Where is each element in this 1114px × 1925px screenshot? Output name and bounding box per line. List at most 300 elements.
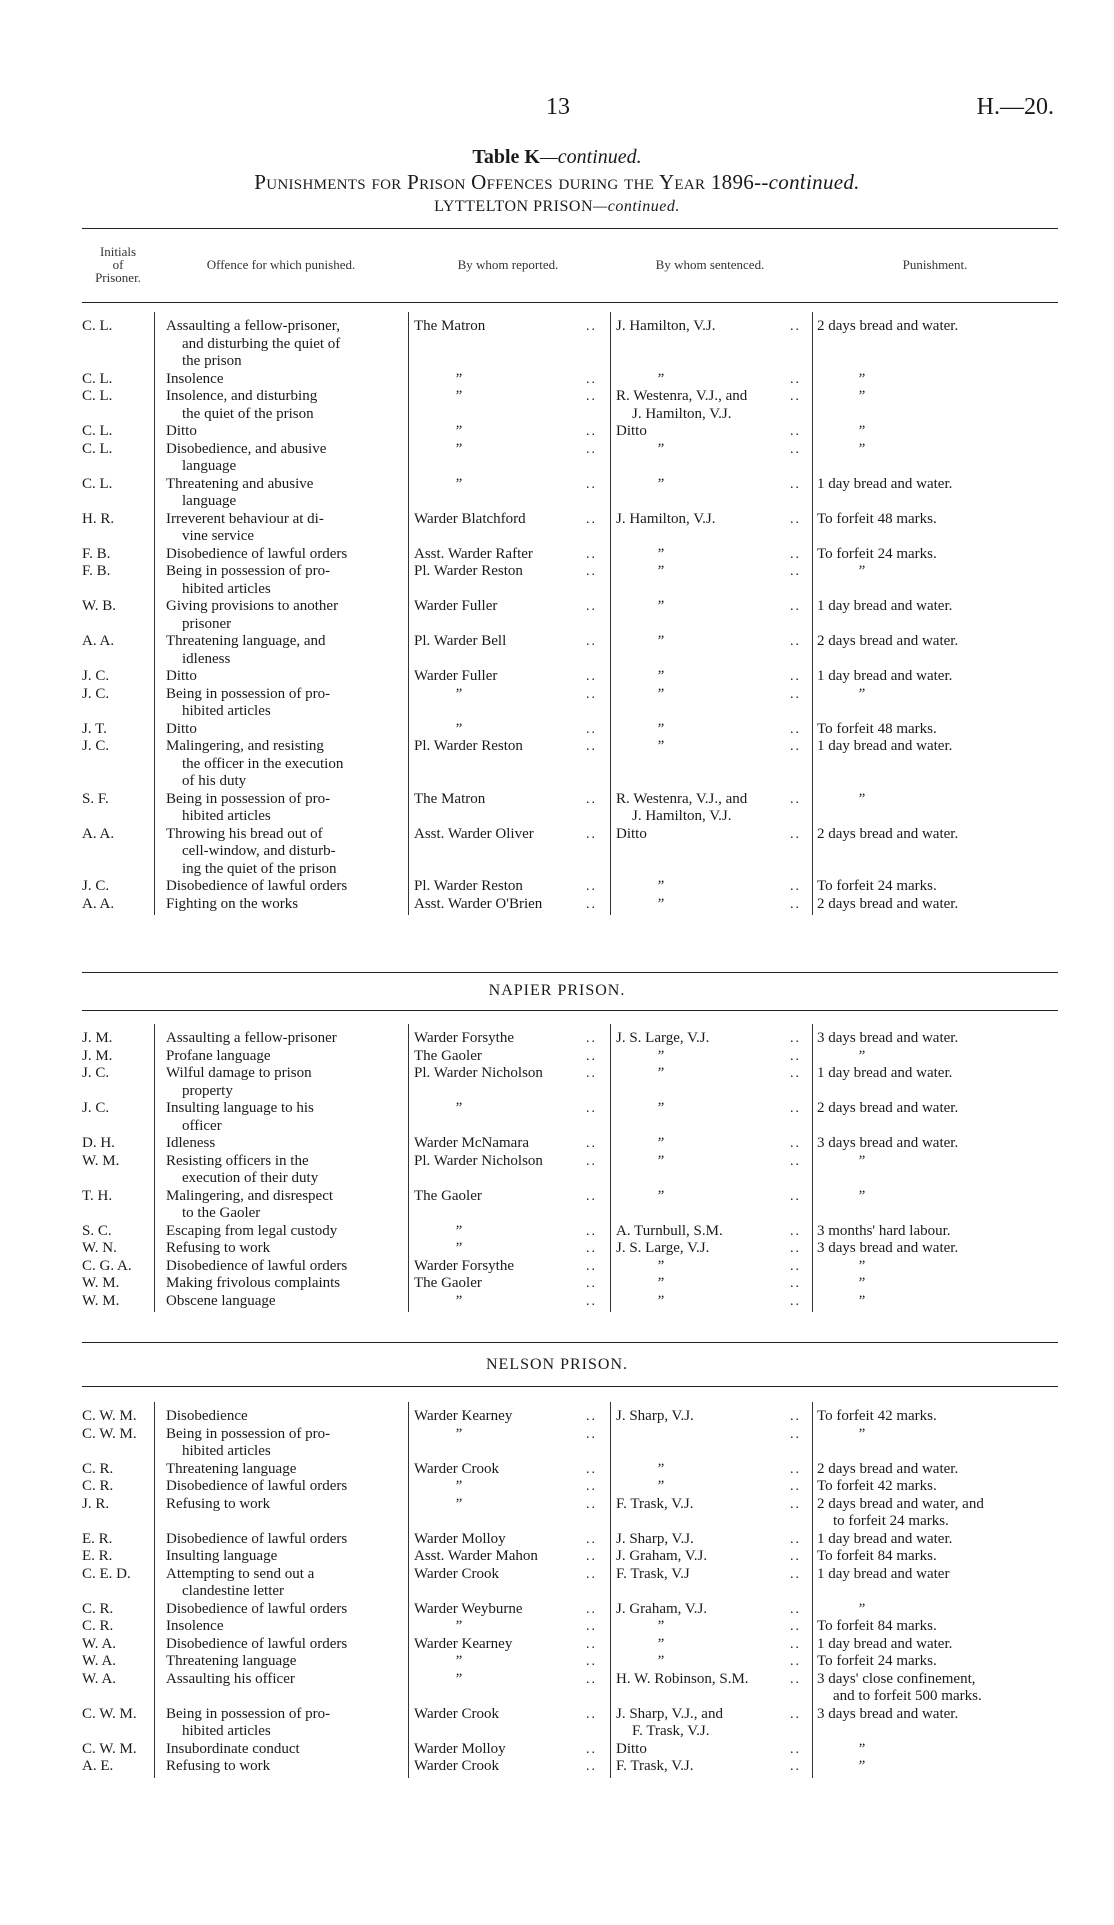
reported-by: Warder Kearney xyxy=(414,1408,513,1424)
punishment-line: ” xyxy=(857,1758,866,1774)
sentenced-by-cell xyxy=(616,441,806,459)
leader-dots: .. xyxy=(586,599,597,614)
punishment-line: 3 days bread and water. xyxy=(817,1030,959,1046)
punishment-cell xyxy=(817,1636,1067,1654)
table-continued: —continued. xyxy=(539,146,642,168)
leader-dots: .. xyxy=(790,1188,801,1204)
leader-dots: .. xyxy=(790,1293,801,1309)
punishment-cell xyxy=(817,1758,1067,1776)
column-divider xyxy=(408,1402,409,1778)
offence-line: of his duty xyxy=(182,773,247,789)
reported-by: ” xyxy=(454,1653,463,1669)
sentenced-by-cell xyxy=(616,1135,806,1153)
leader-dots: .. xyxy=(790,1706,801,1722)
offence-cell xyxy=(166,1065,406,1100)
reported-by: The Gaoler xyxy=(414,1047,482,1064)
leader-dots: .. xyxy=(586,1066,597,1081)
leader-dots: .. xyxy=(586,1258,597,1274)
offence-line: officer xyxy=(182,1117,222,1134)
punishment-cell xyxy=(817,1548,1067,1566)
leader-dots: .. xyxy=(790,896,801,912)
punishment-line: 1 day bread and water xyxy=(817,1565,950,1582)
punishment-line: 2 days bread and water, and xyxy=(817,1495,984,1512)
sentenced-by-line: J. Hamilton, V.J. xyxy=(632,405,732,422)
reported-by: ” xyxy=(454,1425,463,1442)
offence-line: Obscene language xyxy=(166,1292,276,1309)
prisoner-initials: J. C. xyxy=(82,685,110,702)
punishment-cell xyxy=(817,441,1067,459)
sentenced-by-line: ” xyxy=(656,1100,665,1116)
leader-dots: .. xyxy=(586,1048,597,1064)
offence-line: Refusing to work xyxy=(166,1240,271,1256)
offence-cell xyxy=(166,1741,406,1759)
leader-dots: .. xyxy=(586,1496,597,1512)
leader-dots: .. xyxy=(790,1531,801,1547)
leader-dots: .. xyxy=(586,1426,597,1442)
prisoner-initials: C. W. M. xyxy=(82,1408,137,1424)
column-divider xyxy=(610,1024,611,1312)
punishment-line: 2 days bread and water. xyxy=(817,318,959,334)
offence-line: cell-window, and disturb- xyxy=(182,843,336,859)
reported-by: Warder Forsythe xyxy=(414,1257,515,1274)
leader-dots: .. xyxy=(586,1153,597,1169)
sentenced-by-line: ” xyxy=(656,1618,665,1634)
reported-by: Warder Crook xyxy=(414,1705,500,1722)
reported-by: ” xyxy=(454,1100,463,1116)
sentenced-by-cell xyxy=(616,1100,806,1118)
leader-dots: .. xyxy=(790,1479,801,1494)
punishment-line: ” xyxy=(857,440,866,457)
prisoner-initials: W. A. xyxy=(82,1670,117,1687)
sentenced-by-cell xyxy=(616,1671,806,1689)
prison-heading xyxy=(0,198,1114,216)
column-header-punishment: Punishment. xyxy=(902,256,968,272)
punishment-line: 1 day bread and water. xyxy=(817,598,953,614)
offence-line: Disobedience of lawful orders xyxy=(166,878,348,894)
offence-cell xyxy=(166,1408,406,1426)
leader-dots: .. xyxy=(790,1241,801,1256)
reported-by: Pl. Warder Bell xyxy=(414,633,507,649)
sentenced-by-cell xyxy=(616,668,806,686)
punishment-line: To forfeit 84 marks. xyxy=(817,1618,937,1634)
offence-line: Disobedience of lawful orders xyxy=(166,1257,348,1274)
punishment-cell xyxy=(817,1566,1067,1584)
sentenced-by-cell xyxy=(616,511,806,529)
punishment-cell xyxy=(817,388,1067,406)
sentenced-by-line: ” xyxy=(656,633,665,649)
offence-line: language xyxy=(182,458,237,474)
offence-line: Ditto xyxy=(166,668,197,684)
leader-dots: .. xyxy=(586,1031,597,1046)
leader-dots: .. xyxy=(586,721,597,737)
offence-line: Insolence xyxy=(166,370,224,387)
offence-line: Disobedience xyxy=(166,1408,248,1424)
sentenced-by-cell xyxy=(616,476,806,494)
prisoner-initials: A. A. xyxy=(82,825,115,842)
sentenced-by-line: ” xyxy=(656,1065,665,1081)
reported-by: Warder Blatchford xyxy=(414,510,526,527)
prisoner-initials: E. R. xyxy=(82,1548,113,1564)
offence-cell xyxy=(166,546,406,564)
sentenced-by-line: R. Westenra, V.J., and xyxy=(616,790,748,807)
offence-line: Malingering, and resisting xyxy=(166,738,324,754)
leader-dots: .. xyxy=(790,1409,801,1424)
offence-cell xyxy=(166,371,406,389)
punishment-line: 1 day bread and water. xyxy=(817,475,953,492)
offence-cell xyxy=(166,598,406,633)
initials-header-line2: of xyxy=(112,256,124,272)
sentenced-by-cell xyxy=(616,388,806,423)
offence-line: clandestine letter xyxy=(182,1583,285,1599)
reported-by: Warder Molloy xyxy=(414,1530,506,1547)
punishment-cell xyxy=(817,633,1067,651)
offence-cell xyxy=(166,1671,406,1689)
sentenced-by-line: ” xyxy=(656,738,665,754)
sentenced-by-cell xyxy=(616,1706,806,1741)
punishment-cell xyxy=(817,721,1067,739)
leader-dots: .. xyxy=(790,319,801,334)
offence-line: Assaulting a fellow-prisoner xyxy=(166,1030,337,1046)
leader-dots: .. xyxy=(586,564,597,579)
sentenced-by-line: ” xyxy=(656,370,665,387)
offence-line: Escaping from legal custody xyxy=(166,1222,338,1239)
leader-dots: .. xyxy=(790,599,801,614)
reported-by: ” xyxy=(454,423,463,439)
leader-dots: .. xyxy=(586,511,597,527)
prisoner-initials: W. N. xyxy=(82,1240,117,1256)
header-bottom-rule xyxy=(82,302,1058,303)
reported-by: ” xyxy=(454,1222,463,1239)
sentenced-by-cell xyxy=(616,563,806,581)
punishment-cell xyxy=(817,686,1067,704)
prisoner-initials: C. R. xyxy=(82,1600,114,1617)
prisoner-initials: C. L. xyxy=(82,388,113,404)
leader-dots: .. xyxy=(586,1636,597,1652)
leader-dots: .. xyxy=(790,441,801,457)
leader-dots: .. xyxy=(586,826,597,842)
reported-by: Asst. Warder Mahon xyxy=(414,1548,538,1564)
punishment-cell xyxy=(817,511,1067,529)
offence-cell xyxy=(166,476,406,511)
sentenced-by-cell xyxy=(616,318,806,336)
reported-by: Pl. Warder Nicholson xyxy=(414,1152,543,1169)
sentenced-by-line: J. Hamilton, V.J. xyxy=(632,808,732,824)
punishment-cell xyxy=(817,1478,1067,1496)
leader-dots: .. xyxy=(586,476,597,492)
punishment-line: ” xyxy=(857,1740,866,1757)
offence-cell xyxy=(166,1566,406,1601)
offence-cell xyxy=(166,1531,406,1549)
sentenced-by-cell xyxy=(616,1636,806,1654)
sentenced-by-line: J. Graham, V.J. xyxy=(616,1600,708,1617)
leader-dots: .. xyxy=(586,669,597,684)
leader-dots: .. xyxy=(586,389,597,404)
reported-by: Warder Forsythe xyxy=(414,1030,515,1046)
reported-by: Warder Crook xyxy=(414,1758,500,1774)
offence-cell xyxy=(166,1758,406,1776)
leader-dots: .. xyxy=(586,441,597,457)
prisoner-initials: A. A. xyxy=(82,895,115,912)
prisoner-initials: H. R. xyxy=(82,510,115,527)
column-divider xyxy=(154,1402,155,1778)
reported-by: Warder Crook xyxy=(414,1460,500,1477)
column-divider xyxy=(610,312,611,915)
leader-dots: .. xyxy=(790,1101,801,1116)
sentenced-by-cell xyxy=(616,423,806,441)
sentenced-by-cell xyxy=(616,1293,806,1311)
prisoner-initials: J. C. xyxy=(82,878,110,894)
sentenced-by-line: Ditto xyxy=(616,423,647,439)
initials-header-line1: Initials xyxy=(99,243,137,259)
sentenced-by-line: F. Trask, V.J xyxy=(616,1565,690,1582)
leader-dots: .. xyxy=(586,686,597,702)
offence-line: Refusing to work xyxy=(166,1758,271,1774)
column-divider xyxy=(408,312,409,915)
sentenced-by-cell xyxy=(616,738,806,756)
punishment-cell xyxy=(817,896,1067,914)
sentenced-by-cell xyxy=(616,1758,806,1776)
punishment-line: 3 days bread and water. xyxy=(817,1240,959,1256)
leader-dots: .. xyxy=(586,879,597,894)
offence-cell xyxy=(166,441,406,476)
sentenced-by-line: J. Hamilton, V.J. xyxy=(616,510,716,527)
sentenced-by-cell xyxy=(616,791,806,826)
offence-cell xyxy=(166,1618,406,1636)
leader-dots: .. xyxy=(586,1654,597,1669)
prisoner-initials: F. B. xyxy=(82,563,111,579)
offence-cell xyxy=(166,511,406,546)
column-divider xyxy=(154,1024,155,1312)
section-top-rule xyxy=(82,1342,1058,1343)
leader-dots: .. xyxy=(790,1654,801,1669)
reported-by: ” xyxy=(454,440,463,457)
prisoner-initials: C. R. xyxy=(82,1460,114,1477)
punishment-cell xyxy=(817,1188,1067,1206)
offence-cell xyxy=(166,423,406,441)
punishment-line: ” xyxy=(857,790,866,807)
prisoner-initials: A. E. xyxy=(82,1758,114,1774)
leader-dots: .. xyxy=(790,1426,801,1442)
offence-line: Assaulting a fellow-prisoner, xyxy=(166,318,340,334)
reported-by: Asst. Warder Rafter xyxy=(414,545,533,562)
prisoner-initials: D. H. xyxy=(82,1135,115,1151)
leader-dots: .. xyxy=(790,826,801,842)
sentenced-by-line: ” xyxy=(656,1478,665,1494)
prisoner-initials: C. W. M. xyxy=(82,1740,137,1757)
table-title xyxy=(0,146,1114,169)
sentenced-by-line: H. W. Robinson, S.M. xyxy=(616,1670,749,1687)
offence-cell xyxy=(166,633,406,668)
reported-by: Warder Kearney xyxy=(414,1635,513,1652)
punishment-line: ” xyxy=(857,1292,866,1309)
leader-dots: .. xyxy=(790,721,801,737)
leader-dots: .. xyxy=(790,1258,801,1274)
punishment-cell xyxy=(817,1601,1067,1619)
sentenced-by-cell xyxy=(616,1188,806,1206)
reported-by: ” xyxy=(454,1478,463,1494)
prisoner-initials: J. C. xyxy=(82,1065,110,1081)
column-header-reported: By whom reported. xyxy=(457,256,559,272)
sentenced-by-cell xyxy=(616,1153,806,1171)
section-heading: NAPIER PRISON. xyxy=(488,982,626,999)
leader-dots: .. xyxy=(586,634,597,649)
prisoner-initials: C. L. xyxy=(82,423,113,439)
sentenced-by-cell xyxy=(616,1548,806,1566)
sentenced-by-line: ” xyxy=(656,475,665,492)
punishment-cell xyxy=(817,1275,1067,1293)
reported-by: Warder Fuller xyxy=(414,598,498,614)
prisoner-initials: J. C. xyxy=(82,668,110,684)
sentenced-by-cell xyxy=(616,1566,806,1584)
column-divider xyxy=(812,312,813,915)
punishment-cell xyxy=(817,546,1067,564)
leader-dots: .. xyxy=(790,564,801,579)
leader-dots: .. xyxy=(790,1566,801,1582)
leader-dots: .. xyxy=(586,1619,597,1634)
offence-cell xyxy=(166,791,406,826)
reported-by: The Matron xyxy=(414,318,486,334)
sentenced-by-cell xyxy=(616,1461,806,1479)
sentenced-by-line: J. Sharp, V.J., and xyxy=(616,1705,723,1722)
punishment-cell xyxy=(817,1706,1067,1724)
leader-dots: .. xyxy=(586,371,597,387)
reported-by: The Gaoler xyxy=(414,1187,482,1204)
punishment-line: to forfeit 24 marks. xyxy=(833,1513,949,1529)
sentenced-by-cell xyxy=(616,1618,806,1636)
punishment-line: To forfeit 84 marks. xyxy=(817,1548,937,1564)
offence-line: Disobedience, and abusive xyxy=(166,440,327,457)
offence-line: hibited articles xyxy=(182,703,271,719)
punishment-cell xyxy=(817,1496,1067,1531)
table-subtitle xyxy=(0,170,1114,195)
sentenced-by-cell xyxy=(616,878,806,896)
punishment-cell xyxy=(817,1741,1067,1759)
punishment-line: ” xyxy=(857,1152,866,1169)
section-heading: NELSON PRISON. xyxy=(485,1356,628,1373)
leader-dots: .. xyxy=(586,424,597,439)
prisoner-initials: T. H. xyxy=(82,1187,113,1204)
reported-by: ” xyxy=(454,1240,463,1256)
punishment-line: ” xyxy=(857,685,866,702)
sentenced-by-cell xyxy=(616,1275,806,1293)
reported-by: ” xyxy=(454,475,463,492)
offence-cell xyxy=(166,1188,406,1223)
punishment-line: 1 day bread and water. xyxy=(817,738,953,754)
punishment-cell xyxy=(817,878,1067,896)
punishment-cell xyxy=(817,1223,1067,1241)
prisoner-initials: C. E. D. xyxy=(82,1565,131,1582)
leader-dots: .. xyxy=(790,1048,801,1064)
leader-dots: .. xyxy=(586,1671,597,1687)
offence-line: Irreverent behaviour at di- xyxy=(166,510,324,527)
prisoner-initials: E. R. xyxy=(82,1530,113,1547)
initials-header-line3: Prisoner. xyxy=(95,269,141,285)
reported-by: Pl. Warder Reston xyxy=(414,738,523,754)
offence-line: Ditto xyxy=(166,423,197,439)
punishment-line: 1 day bread and water. xyxy=(817,1530,953,1547)
offence-line: Giving provisions to another xyxy=(166,598,339,614)
sentenced-by-line: F. Trask, V.J. xyxy=(616,1758,694,1774)
sentenced-by-line: ” xyxy=(656,668,665,684)
punishment-cell xyxy=(817,1618,1067,1636)
punishment-line: ” xyxy=(857,1047,866,1064)
offence-line: the quiet of the prison xyxy=(182,405,314,422)
leader-dots: .. xyxy=(586,1136,597,1151)
offence-cell xyxy=(166,1258,406,1276)
offence-line: Disobedience of lawful orders xyxy=(166,1478,348,1494)
offence-cell xyxy=(166,1048,406,1066)
subtitle-continued: --continued. xyxy=(754,170,860,194)
leader-dots: .. xyxy=(790,1671,801,1687)
reported-by: ” xyxy=(454,1618,463,1634)
leader-dots: .. xyxy=(586,319,597,334)
reported-by: Pl. Warder Nicholson xyxy=(414,1065,543,1081)
sentenced-by-line: ” xyxy=(656,598,665,614)
page-number: 13 xyxy=(546,94,570,120)
leader-dots: .. xyxy=(586,896,597,912)
reported-by: Asst. Warder O'Brien xyxy=(414,895,543,912)
offence-line: Being in possession of pro- xyxy=(166,790,331,807)
leader-dots: .. xyxy=(586,1706,597,1722)
leader-dots: .. xyxy=(586,1479,597,1494)
sentenced-by-line: ” xyxy=(656,545,665,562)
column-header-sentenced: By whom sentenced. xyxy=(655,256,765,272)
column-divider xyxy=(154,312,155,915)
punishment-cell xyxy=(817,423,1067,441)
offence-cell xyxy=(166,1653,406,1671)
sentenced-by-line: Ditto xyxy=(616,1740,647,1757)
offence-line: language xyxy=(182,493,237,509)
offence-cell xyxy=(166,1548,406,1566)
offence-line: and disturbing the quiet of xyxy=(182,335,341,352)
punishment-line: ” xyxy=(857,423,866,439)
reported-by: Asst. Warder Oliver xyxy=(414,825,534,842)
offence-line: to the Gaoler xyxy=(182,1205,261,1221)
sentenced-by-line: J. S. Large, V.J. xyxy=(616,1240,710,1256)
leader-dots: .. xyxy=(790,1741,801,1757)
offence-line: Threatening and abusive xyxy=(166,475,314,492)
offence-line: Fighting on the works xyxy=(166,895,299,912)
reported-by: Warder McNamara xyxy=(414,1135,529,1151)
reported-by: Pl. Warder Reston xyxy=(414,563,523,579)
offence-cell xyxy=(166,563,406,598)
punishment-line: To forfeit 48 marks. xyxy=(817,720,937,737)
leader-dots: .. xyxy=(790,634,801,649)
leader-dots: .. xyxy=(586,1276,597,1291)
punishment-line: ” xyxy=(857,388,866,404)
prisoner-initials: A. A. xyxy=(82,633,115,649)
prisoner-initials: C. G. A. xyxy=(82,1257,132,1274)
column-divider xyxy=(408,1024,409,1312)
offence-cell xyxy=(166,668,406,686)
sentenced-by-cell xyxy=(616,598,806,616)
sentenced-by-cell xyxy=(616,1030,806,1048)
leader-dots: .. xyxy=(790,1276,801,1291)
offence-cell xyxy=(166,1478,406,1496)
leader-dots: .. xyxy=(790,1549,801,1564)
offence-cell xyxy=(166,1461,406,1479)
reported-by: ” xyxy=(454,1292,463,1309)
prisoner-initials: W. A. xyxy=(82,1635,117,1652)
leader-dots: .. xyxy=(586,791,597,807)
punishment-line: ” xyxy=(857,1600,866,1617)
leader-dots: .. xyxy=(790,879,801,894)
punishment-line: To forfeit 24 marks. xyxy=(817,1653,937,1669)
sentenced-by-line: ” xyxy=(656,1152,665,1169)
prisoner-initials: F. B. xyxy=(82,545,111,562)
sentenced-by-line: Ditto xyxy=(616,825,647,842)
leader-dots: .. xyxy=(586,1223,597,1239)
